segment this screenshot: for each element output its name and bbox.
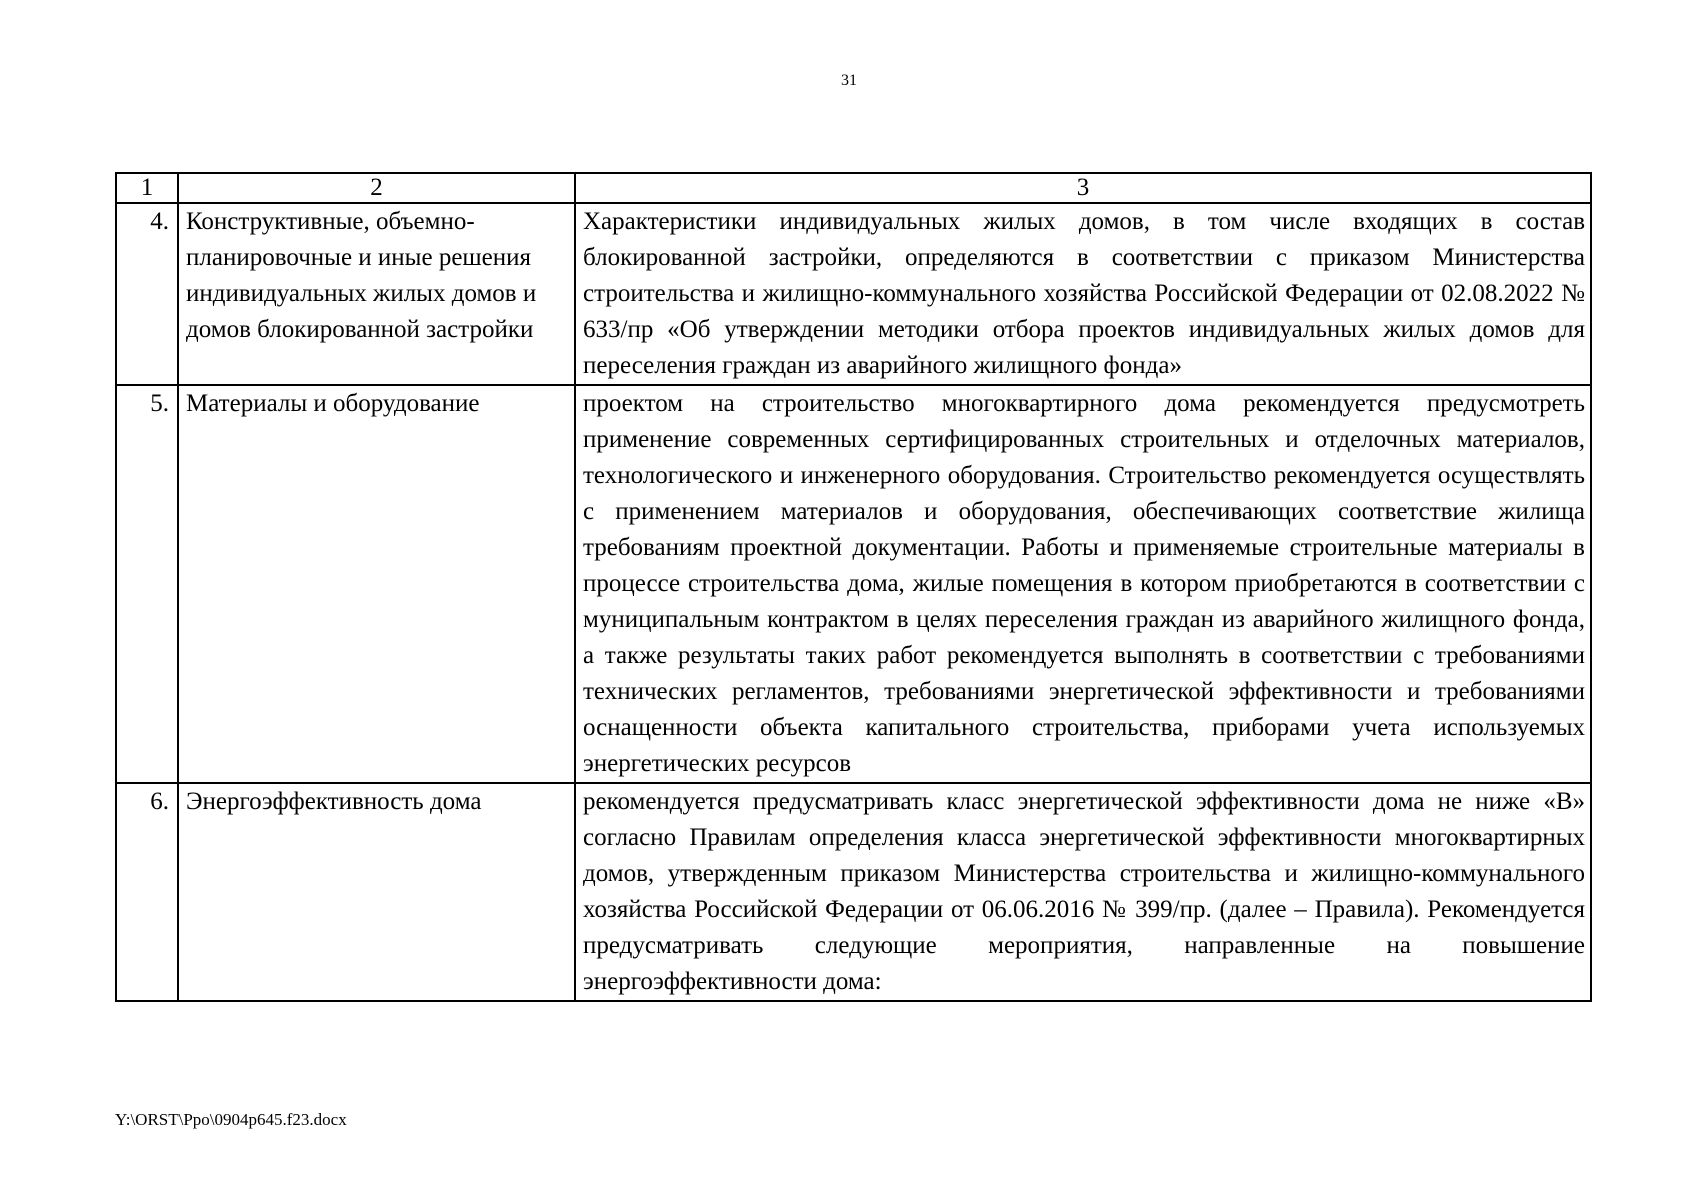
row-number: 5. [116,385,178,783]
row-number: 6. [116,783,178,1001]
column-header-3: 3 [575,173,1591,203]
table-row [116,385,1591,783]
row-content: проектом на строительство многоквартирного дома рекомендуется предусмотреть применение современных сертифицированных строительных и отделочных материалов, технологического и инженерного оборудования. Строительство рекомендуется осуществлять с применением материалов и оборудования, обеспечивающих соответствие жилища требованиям проектной документации. Работы и применяемые строительные материалы в процессе строительства дома, жилые помещения в котором приобретаются в соответствии с муниципальным контрактом в целях переселения граждан из аварийного жилищного фонда, а также результаты таких работ рекомендуется выполнять в соответствии с требованиями технических регламентов, требованиями энергетической эффективности и требованиями оснащенности объекта капитального строительства, приборами учета используемых энергетических ресурсов [575,385,1591,783]
table-row [116,783,1591,1001]
row-name: Материалы и оборудование [178,385,575,783]
row-content: Характеристики индивидуальных жилых домов, в том числе входящих в состав блокированной застройки, определяются в соответствии с приказом Министерства строительства и жилищно-коммунального хозяйства Российской Федерации от 02.08.2022 № 633/пр «Об утверждении методики отбора проектов индивидуальных жилых домов для переселения граждан из аварийного жилищного фонда» [575,203,1591,385]
column-header-1: 1 [116,173,178,203]
column-header-2: 2 [178,173,575,203]
row-content: рекомендуется предусматривать класс энергетической эффективности дома не ниже «В» согласно Правилам определения класса энергетической эффективности многоквартирных домов, утвержденным приказом Министерства строительства и жилищно-коммунального хозяйства Российской Федерации от 06.06.2016 № 399/пр. (далее – Правила). Рекомендуется предусматривать следующие мероприятия, направленные на повышение энергоэффективности дома: [575,783,1591,1001]
file-path-footer: Y:\ORST\Ppo\0904p645.f23.docx [115,1110,347,1129]
requirements-table [115,172,1592,1002]
row-number: 4. [116,203,178,385]
row-name: Энергоэффективность дома [178,783,575,1001]
table-header-row [116,173,1591,203]
row-name: Конструктивные, объемно-планировочные и иные решения индивидуальных жилых домов и домов блокированной застройки [178,203,575,385]
table-row [116,203,1591,385]
page-number: 31 [841,72,857,89]
